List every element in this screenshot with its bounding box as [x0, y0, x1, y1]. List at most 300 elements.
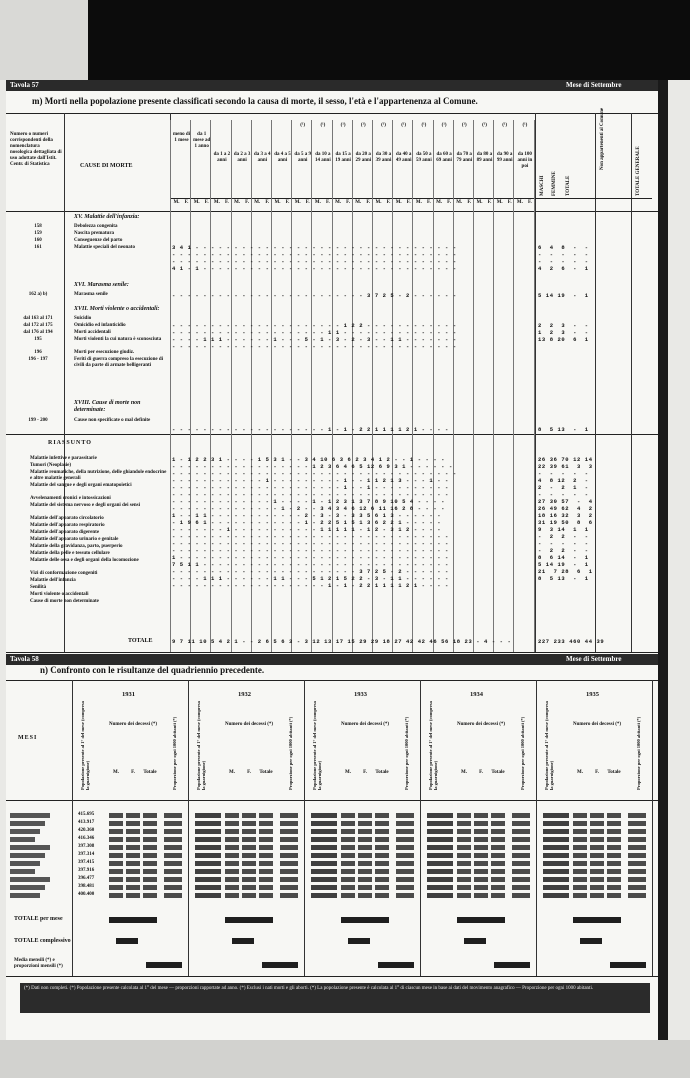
sex-col-f: F. [245, 200, 250, 205]
count-blot [474, 885, 488, 890]
year-divider [420, 680, 421, 976]
count-blot [474, 861, 488, 866]
prop-blot [512, 829, 530, 834]
count-blot [242, 885, 256, 890]
count-blot [242, 853, 256, 858]
cause-code: 162 a) b) [28, 292, 48, 297]
riassunto-item: Malattie dell'apparato circolatorio [30, 516, 104, 521]
cause-item: Debolezza congenita [74, 224, 118, 229]
pop-value: 415.695 [78, 812, 95, 817]
mft-header: M. [229, 770, 235, 775]
count-blot [474, 813, 488, 818]
media-blot [146, 962, 182, 968]
sex-col-m: M. [294, 200, 301, 205]
pop-value-blot [311, 893, 337, 898]
cause-item: Suicidio [74, 316, 92, 321]
riassunto-item: Malattie del sistema nervoso e degli organi dei sensi [30, 503, 140, 508]
media-blot [378, 962, 414, 968]
count-blot [590, 813, 604, 818]
prop-blot [280, 893, 298, 898]
count-blot [126, 845, 140, 850]
count-blot [474, 853, 488, 858]
count-blot [573, 861, 587, 866]
mft-header: M. [345, 770, 351, 775]
age-column-header: da 1 a 2 anni [213, 152, 231, 163]
cause-item: Malattie speciali del neonato [74, 245, 135, 250]
pop-value: 400.400 [78, 892, 95, 897]
cells-infanzia: 3 4 1 - - - - - - - - - - - - - - - - - - - - - - - - - - - - - - - - - - - - - - - - - - - - - - - - - - - - - - - - - - - - - - - - - - - - - - - - - - - - - - - - - - - - - - - - - - - - - - - - - - - - - - - - - - - - 4 1 - 1 - - - - - - - - - - - - - - - - - - - - - - - - - - - - - - - - - [172, 244, 457, 272]
pop-value-blot [427, 829, 453, 834]
riassunto-item: Avvelenamenti cronici e intossicazioni [30, 496, 111, 501]
count-blot [109, 861, 123, 866]
pop-value: 397.415 [78, 860, 95, 865]
count-blot [225, 821, 239, 826]
prop-blot [280, 837, 298, 842]
prop-blot [512, 885, 530, 890]
age-column-mark: (¹) [300, 123, 306, 128]
count-blot [457, 821, 471, 826]
sex-col-f: F. [366, 200, 371, 205]
age-right-divider [535, 113, 536, 652]
mesi-label: MESI [18, 735, 38, 741]
count-blot [474, 829, 488, 834]
count-blot [457, 885, 471, 890]
right-cells-nondet: 8 5 13 - 1 [538, 426, 589, 433]
count-blot [457, 813, 471, 818]
count-blot [491, 861, 505, 866]
riassunto-item: Malattie del sangue e degli organi ematopoietici [30, 483, 132, 488]
prop-blot [164, 845, 182, 850]
riassunto-item: Tumori (Neoplasie) [30, 463, 72, 468]
count-blot [225, 829, 239, 834]
count-blot [474, 877, 488, 882]
riassunto-item: Cause di morte non determinate [30, 599, 99, 604]
age-column-header: da 20 a 29 anni [355, 152, 372, 163]
media-label: Media mensili (*) e proporzioni mensili (*) [14, 958, 63, 969]
count-blot [259, 845, 273, 850]
count-blot [375, 869, 389, 874]
totale-label: TOTALE [128, 638, 153, 644]
count-blot [341, 821, 355, 826]
count-blot [126, 893, 140, 898]
month-name-blot [10, 861, 40, 866]
year-label: 1934 [470, 691, 483, 698]
prop-blot [628, 885, 646, 890]
numero-header: Numero dei decessi (*) [340, 722, 390, 727]
pop-header: Popolazione presente al 1° del mese (compresa la guarnigione) [544, 701, 554, 790]
right-cells-totale: 227 233 460 44 39 [538, 638, 605, 645]
age-column-mark: (¹) [381, 123, 386, 128]
count-blot [358, 821, 372, 826]
prop-blot [164, 821, 182, 826]
pop-value-blot [543, 853, 569, 858]
count-blot [126, 877, 140, 882]
prop-blot [628, 813, 646, 818]
causes-column-header: CAUSE DI MORTE [80, 163, 133, 169]
count-blot [358, 813, 372, 818]
age-column-mark: (¹) [421, 123, 427, 128]
sex-col-m: M. [395, 200, 402, 205]
prop-blot [628, 869, 646, 874]
count-blot [607, 845, 621, 850]
count-blot [491, 885, 505, 890]
pop-value: 397.314 [78, 852, 95, 857]
age-grid-line [513, 120, 514, 652]
count-blot [474, 869, 488, 874]
sex-col-m: M. [516, 200, 523, 205]
pop-value-blot [311, 837, 337, 842]
count-blot [259, 869, 273, 874]
sex-row-rule [170, 198, 652, 199]
age-column-mark: (¹) [360, 123, 366, 128]
riassunto-item: Malattie dell'apparato respiratorio [30, 523, 105, 528]
media-blot [610, 962, 646, 968]
prop-blot [164, 813, 182, 818]
count-blot [126, 869, 140, 874]
count-blot [375, 821, 389, 826]
pop-value: 396.477 [78, 876, 95, 881]
count-blot [491, 877, 505, 882]
year-label: 1933 [354, 691, 367, 698]
count-blot [358, 893, 372, 898]
count-blot [242, 845, 256, 850]
count-blot [126, 861, 140, 866]
prop-blot [280, 853, 298, 858]
count-blot [242, 821, 256, 826]
right-cells-violente: 2 2 3 - - 1 2 3 - - 13 8 20 6 1 [538, 322, 589, 343]
count-blot [573, 853, 587, 858]
pop-value-blot [195, 853, 221, 858]
prop-blot [280, 821, 298, 826]
count-blot [573, 829, 587, 834]
scan-bottom-shade [0, 1040, 690, 1078]
count-blot [259, 813, 273, 818]
age-column-header: da 100 anni in poi [517, 152, 533, 169]
count-blot [491, 893, 505, 898]
prop-blot [164, 877, 182, 882]
count-blot [491, 821, 505, 826]
count-blot [358, 877, 372, 882]
count-blot [143, 813, 157, 818]
cause-code: 196 - 197 [28, 357, 48, 362]
prop-blot [512, 821, 530, 826]
prop-blot [280, 885, 298, 890]
count-blot [143, 861, 157, 866]
cells-marasma: - - - - - - - - - - - - - - - - - - - - - - - - - 3 7 2 5 - 2 - - - - - - [172, 292, 457, 299]
sex-col-m: M. [314, 200, 321, 205]
mft-header: Totale [259, 770, 273, 775]
count-blot [259, 853, 273, 858]
sex-col-m: M. [375, 200, 382, 205]
cause-item: Morti accidentali [74, 330, 111, 335]
cells-totale: 9 7 11 10 5 4 2 1 - - 2 6 5 6 3 - 3 12 13 17 15 29 29 18 27 42 42 46 56 18 23 - 4 - - - [172, 638, 512, 645]
total-complessivo-blot [348, 938, 370, 944]
footnote: (*) Dati non completi. (*) Popolazione presente calcolata al 1° del mese — proporzioni rapportate ad anno. (*) Esclusi i nati morti e gli aborti. (*) La popolazione presente è calcolata al 1° di ciascun mese in base ai dati del movimento anagrafico — Proporzione per ogni 1000 abitanti. [20, 983, 650, 1013]
count-blot [573, 869, 587, 874]
pop-header: Popolazione presente al 1° del mese (compresa la guarnigione) [312, 701, 322, 790]
prop-blot [628, 893, 646, 898]
prop-blot [396, 869, 414, 874]
count-blot [126, 829, 140, 834]
sex-col-f: F. [285, 200, 290, 205]
pop-value-blot [543, 893, 569, 898]
prop-blot [164, 853, 182, 858]
sex-col-m: M. [476, 200, 483, 205]
age-column-header: da 1 mese ad 1 anno [193, 132, 211, 149]
mft-header: F. [479, 770, 483, 775]
cause-code: dal 172 al 175 [23, 323, 53, 328]
pop-value-blot [311, 845, 337, 850]
age-column-mark: (¹) [482, 123, 487, 128]
count-blot [590, 829, 604, 834]
total-complessivo-blot [116, 938, 138, 944]
count-blot [225, 813, 239, 818]
mft-header: M. [113, 770, 119, 775]
count-blot [126, 821, 140, 826]
count-blot [607, 893, 621, 898]
right-cells-riassunto: 26 36 70 12 14 22 39 61 3 3 - - - - - 4 8 12 2 - 2 - 2 1 - - - - - - 27 30 57 - 4 26 49 62 4 2 18 16 32 3 2 31 19 50 8 6 9 3 14 1 1 - 2 2 - - - - - - - - 2 2 - - 8 6 14 - 1 5 14 19 - 1 21 7 28 6 1 8 5 13 - 1 [538, 456, 593, 582]
prop-blot [512, 893, 530, 898]
riassunto-item: Malattie dell'apparato digerente [30, 530, 100, 535]
pop-value-blot [543, 821, 569, 826]
pop-value-blot [427, 861, 453, 866]
count-blot [607, 829, 621, 834]
prop-blot [396, 845, 414, 850]
month-name-blot [10, 869, 35, 874]
totale-complessivo: TOTALE complessivo [14, 938, 71, 944]
pop-value-blot [543, 885, 569, 890]
count-blot [109, 853, 123, 858]
section-n-header-bar [6, 654, 658, 665]
sex-col-f: F. [386, 200, 391, 205]
age-column-mark: (¹) [461, 123, 467, 128]
pop-value-blot [543, 813, 569, 818]
age-column-header: da 2 a 3 anni [233, 152, 251, 163]
section-n-table-label: Tavola 58 [10, 655, 39, 663]
count-blot [225, 837, 239, 842]
count-blot [341, 869, 355, 874]
pop-value-blot [311, 885, 337, 890]
year-divider [304, 680, 305, 976]
month-name-blot [10, 877, 50, 882]
cause-code: dal 163 al 171 [23, 316, 53, 321]
count-blot [109, 837, 123, 842]
header-bar [6, 80, 658, 91]
prop-blot [628, 821, 646, 826]
cause-item: Cause non specificate o mal definite [74, 418, 151, 423]
table-top-rule [6, 113, 658, 114]
prop-blot [164, 861, 182, 866]
count-blot [573, 837, 587, 842]
count-blot [573, 821, 587, 826]
age-column-mark: (¹) [502, 123, 508, 128]
cause-item: Conseguenze del parto [74, 238, 123, 243]
count-blot [358, 845, 372, 850]
count-blot [607, 869, 621, 874]
count-blot [607, 821, 621, 826]
count-blot [474, 845, 488, 850]
riassunto-item: Senilità [30, 585, 47, 590]
cells-riassunto: 1 - 1 2 2 3 1 - - - - 1 5 3 1 - - 3 4 10 6 3 6 2 3 4 1 2 - - 1 - - - - - - - - - - - - - - - - - - - - - - 1 2 3 6 4 6 5 12 6 9 3 1 - - - - - - - - - - - - - - - - - - - - - - - - - - - - - - - - - - - - - - - - - - - - - - - - - - - - - - - 1 - - - - - - - - - 1 - - 1 1 2 1 3 - - - 1 - - - - - - - - - - - - - - - - - - - - - - - - 1 - - 1 - - - - - - - - - - - - - - - - - - - - - - - - - - - - - - - - - - - - - - - - - - - - - - - - - - - - - - - - - - - 1 - - - - 1 - 1 2 3 1 3 7 8 9 10 5 4 - - - - - - - - - - - - - - - - - - 1 - 2 - - 3 4 3 4 6 12 6 11 16 2 8 - - - - 1 - - 1 1 - - - - - - - - - - - - 2 - 3 - 3 - 3 3 5 6 1 3 - - - - - - - 1 9 6 1 - - - - - - - - - - - - 1 - 2 2 5 1 5 1 3 6 2 2 1 - - - - - - - - - - - - 1 - - - - - - - - - - - 1 1 1 1 1 - 1 2 - 3 1 2 - - - - - - - - - - - - - - - - - - - - - - - - - - - - - - - - - - - - - - - - - - - - - - - - - - - - - - - - - - - - - - - - - - - - - - - - - - - - - - - - - - - - - - - - - - - - - - - - - - - - - - - - - - - - - - - - 1 - - - - - - - - - - - - - - - - - - - - - - - - - - - - - - - - - - - 7 5 1 1 - - - - - - - - - - - - - - - - - - - - - - - - - - - - - - - - - - - - - - - - - - - - - - - - - - - - - - - - 3 7 2 5 - 2 - - - - - - - - - - 1 1 1 - - - - - - 1 1 - - - 5 1 2 1 5 2 2 - 3 - 1 1 - - - - - - - - - - - - - - - - - - - - - - - - - - 1 - 1 - 2 2 1 1 1 1 2 1 - - - - [172, 456, 457, 589]
age-grid-line [473, 120, 474, 652]
sex-col-f: F. [447, 200, 452, 205]
count-blot [242, 869, 256, 874]
count-blot [109, 821, 123, 826]
prop-header: Proporzione per ogni 1000 abitanti (*) [520, 716, 525, 790]
count-blot [573, 845, 587, 850]
cause-item: Morti per esecuzione giudiz. [74, 350, 135, 355]
count-blot [341, 877, 355, 882]
count-blot [590, 877, 604, 882]
riassunto-item: Malattie della pelle e tessuto cellulare [30, 551, 110, 556]
count-blot [259, 837, 273, 842]
prop-blot [512, 869, 530, 874]
cause-item: Feriti di guerra compreso la esecuzione di civili da parte di armate belligeranti [74, 357, 164, 368]
count-blot [457, 893, 471, 898]
sex-col-f: F. [346, 200, 351, 205]
prop-blot [628, 877, 646, 882]
sex-col-f: F. [487, 200, 492, 205]
count-blot [491, 829, 505, 834]
prop-header: Proporzione per ogni 1000 abitanti (*) [404, 716, 409, 790]
count-blot [109, 877, 123, 882]
count-blot [607, 853, 621, 858]
count-blot [375, 837, 389, 842]
riassunto-item: Malattie infettive e parassitarie [30, 456, 97, 461]
riassunto-item: Morti violente o accidentali [30, 592, 89, 597]
prop-blot [396, 837, 414, 842]
age-column-header: da 4 a 5 anni [274, 152, 291, 163]
prop-blot [280, 877, 298, 882]
month-name-blot [10, 813, 50, 818]
age-column-header: meno di 1 mese [172, 132, 191, 143]
riassunto-item: Malattie dell'infanzia [30, 578, 76, 583]
count-blot [474, 837, 488, 842]
count-blot [143, 821, 157, 826]
age-column-header: da 30 a 39 anni [375, 152, 392, 163]
count-blot [590, 853, 604, 858]
year-label: 1932 [238, 691, 251, 698]
total-divider [595, 113, 596, 652]
month-name-blot [10, 837, 35, 842]
table-label: Tavola 57 [10, 81, 39, 89]
prop-blot [396, 813, 414, 818]
pop-value-blot [543, 869, 569, 874]
count-blot [573, 877, 587, 882]
year-label: 1935 [586, 691, 599, 698]
sex-col-f: F. [265, 200, 270, 205]
total-month-blot [341, 917, 389, 923]
age-grid-line [493, 120, 494, 652]
pop-value-blot [195, 861, 221, 866]
count-blot [109, 869, 123, 874]
cells-violente: - - - - - - - - - - - - - - - - - - - - - - 1 2 2 - - - - - - - - - - - - - - - - - - - - - - - - - - - - - - - - 1 1 - - - - - - - - - - - - - - - - - - - 1 1 1 - - - - - - 1 - - - 5 - 1 - 3 - 2 - 3 - - 1 1 - - - - - - - - - - - - - - - - - - - - - - - - - - - - - - - - - - - - - - - - - - - - [172, 322, 457, 350]
group-heading: XV. Malattie dell'infanzia: [74, 214, 140, 220]
count-blot [607, 813, 621, 818]
sex-col-m: M. [213, 200, 220, 205]
pop-value-blot [311, 877, 337, 882]
count-blot [109, 813, 123, 818]
year-divider [188, 680, 189, 976]
sex-col-f: F. [204, 200, 209, 205]
count-blot [242, 861, 256, 866]
sex-col-f: F. [527, 200, 532, 205]
count-blot [590, 885, 604, 890]
age-column-mark: (¹) [320, 123, 326, 128]
mft-header: Totale [143, 770, 157, 775]
group-heading: XVII. Morti violente o accidentali: [74, 306, 160, 312]
section-n-header-bottom [6, 800, 658, 801]
pop-value-blot [427, 893, 453, 898]
pop-value: 397.916 [78, 868, 95, 873]
mft-header: F. [595, 770, 599, 775]
sex-col-f: F. [184, 200, 189, 205]
cause-code: 195 [34, 337, 42, 342]
sex-col-f: F. [507, 200, 512, 205]
count-blot [259, 821, 273, 826]
prop-blot [280, 829, 298, 834]
prop-blot [280, 869, 298, 874]
count-blot [607, 885, 621, 890]
age-column-header: da 40 a 49 anni [395, 152, 412, 163]
count-blot [375, 853, 389, 858]
pop-value: 416.346 [78, 836, 95, 841]
month-label: Mese di Settembre [566, 81, 622, 89]
mft-header: Totale [607, 770, 621, 775]
scan-corner [0, 0, 88, 80]
count-blot [109, 893, 123, 898]
right-column-header: TOTALE GENERALE [636, 146, 641, 196]
count-blot [259, 885, 273, 890]
prop-blot [512, 877, 530, 882]
cause-code: 159 [34, 231, 42, 236]
cause-code: 161 [34, 245, 42, 250]
count-blot [259, 861, 273, 866]
prop-blot [280, 861, 298, 866]
count-blot [341, 861, 355, 866]
prop-blot [512, 853, 530, 858]
count-blot [259, 829, 273, 834]
count-blot [242, 813, 256, 818]
riassunto-item: Vizi di conformazione congeniti [30, 571, 98, 576]
prop-blot [164, 829, 182, 834]
count-blot [375, 893, 389, 898]
prop-blot [164, 837, 182, 842]
sex-col-f: F. [224, 200, 229, 205]
age-grid-line [170, 120, 171, 652]
count-blot [457, 853, 471, 858]
pop-value-blot [427, 869, 453, 874]
pop-value-blot [195, 821, 221, 826]
count-blot [143, 837, 157, 842]
count-blot [474, 893, 488, 898]
section-m-title: m) Morti nella popolazione presente classificati secondo la causa di morte, il sesso, l'età e l'appartenenza al Comune. [32, 96, 478, 106]
count-blot [225, 845, 239, 850]
prop-blot [396, 853, 414, 858]
pop-value-blot [543, 877, 569, 882]
count-blot [143, 885, 157, 890]
count-blot [143, 853, 157, 858]
age-column-header: da 3 a 4 anni [254, 152, 271, 163]
count-blot [457, 877, 471, 882]
numero-header: Numero dei decessi (*) [108, 722, 158, 727]
prop-blot [628, 853, 646, 858]
sex-col-m: M. [355, 200, 362, 205]
group-heading: XVIII. Cause di morte non determinate: [74, 400, 141, 413]
media-blot [262, 962, 298, 968]
prop-blot [396, 877, 414, 882]
prop-blot [396, 885, 414, 890]
